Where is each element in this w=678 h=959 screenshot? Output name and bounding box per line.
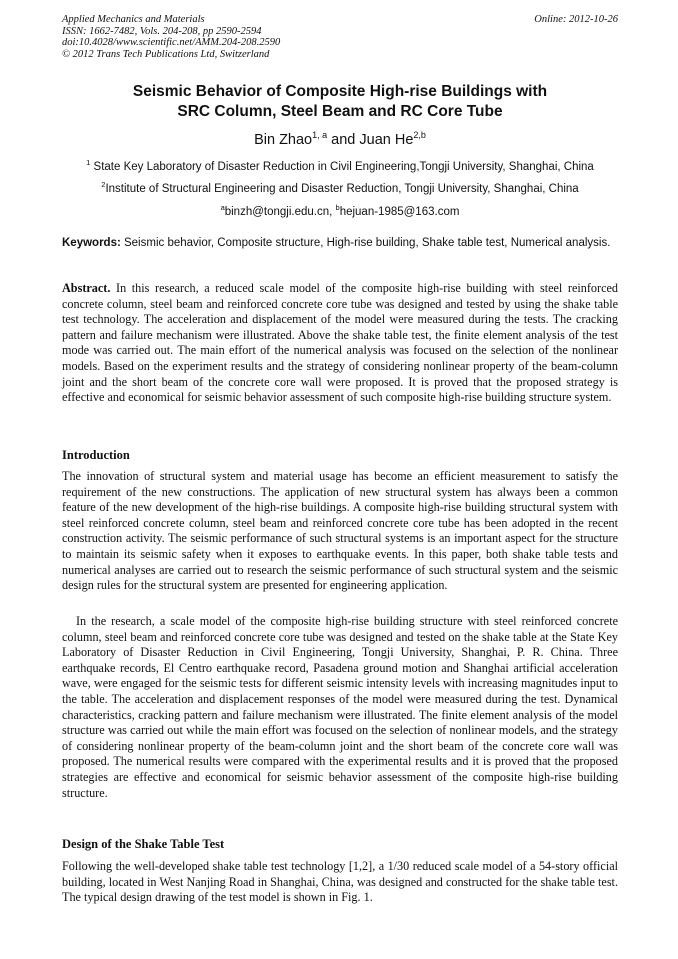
keywords-section (62, 236, 618, 251)
doi-line: doi:10.4028/www.scientific.net/AMM.204-208.2590 (62, 37, 281, 48)
title-line-1: Seismic Behavior of Composite High-rise Buildings with (132, 83, 548, 100)
design-heading: Design of the Shake Table Test (62, 837, 225, 851)
author-name: Juan He (359, 131, 414, 148)
affiliation-text: Institute of Structural Engineering and Disaster Reduction, Tongji University, Shanghai, China (105, 182, 579, 195)
abstract-text: In this research, a reduced scale model of the composite high-rise building with steel reinforced concrete column, steel beam and reinforced concrete core tube was designed and tested by using the shake table test technology. The acceleration and displacement of the model were measured during the tests. The cracking pattern and failure mechanism were illustrated. Above the shake table test, the finite element analysis of the test mode was carried out. The main effort of the numerical analysis was focused on the selection of the nonlinear models. Based on the experiment results and the strategy of considering nonlinear property of the beam-column joint and the short beam of the concrete core wall were proposed. It is proved that the proposed strategy is effective and economical for seismic behavior assessment of such composite high-rise building structure system. (62, 281, 618, 405)
email-marker: b (335, 203, 340, 212)
affiliation-marker: 2 (101, 180, 106, 189)
author-conjunction: and (327, 131, 360, 148)
abstract-label: Abstract. (62, 281, 111, 295)
paper-title (62, 82, 618, 122)
keywords-text: Seismic behavior, Composite structure, High-rise building, Shake table test, Numerical analysis. (120, 237, 611, 249)
email-link[interactable]: hejuan-1985@163.com (339, 205, 460, 218)
author-superscript: 2,b (413, 130, 426, 140)
author-name: Bin Zhao (254, 131, 313, 148)
keywords-label: Keywords: (62, 237, 121, 249)
design-paragraph-1: Following the well-developed shake table test technology [1,2], a 1/30 reduced scale model of a 54-story official building, located in West Nanjing Road in Shanghai, China, was designed and constructed for the shake table test. The typical design drawing of the test model is shown in Fig. 1. (62, 859, 618, 905)
online-date: Online: 2012-10-26 (534, 14, 618, 25)
abstract-section (62, 281, 618, 406)
author-list (62, 130, 618, 148)
email-marker: a (220, 203, 225, 212)
author-emails (62, 203, 618, 218)
issn-line: ISSN: 1662-7482, Vols. 204-208, pp 2590-2594 (62, 25, 262, 37)
publication-header (62, 14, 618, 60)
affiliation-1 (62, 158, 618, 173)
introduction-paragraph-2: In the research, a scale model of the composite high-rise building structure with steel reinforced concrete column, steel beam and reinforced concrete core tube was designed and tested on the shake table at the State Key Laboratory of Disaster Reduction in Civil Engineering, Tongji University, Shanghai, P. R. China. Three earthquake records, El Centro earthquake record, Pasadena ground motion and Shanghai artificial acceleration wave, were engaged for the seismic tests for different seismic intensity levels with increasing magnitudes input to the table. The acceleration and displacement responses of the model were measured during the test. Dynamical characteristics, cracking pattern and failure mechanism were illustrated. The finite element analysis of the model structure was carried out while the main effort was focused on the selection of nonlinear models, and the strategy of considering nonlinear property of the beam-column joint and the short beam of the concrete core wall was proposed. The numerical results were compared with the experimental results and it is proved that the proposed strategies are effective and economical for seismic behavior assessment of the composite high-rise building structure. (62, 614, 618, 800)
author-superscript: 1, a (312, 130, 328, 140)
journal-name: Applied Mechanics and Materials (62, 14, 205, 25)
introduction-heading: Introduction (62, 448, 130, 462)
introduction-paragraph-1: The innovation of structural system and material usage has become an efficient measurement to satisfy the requirement of the new constructions. The application of new structural system has always been a common feature of the new development of the high-rise buildings. A composite high-rise building structural system with steel reinforced concrete column, steel beam and reinforced concrete core tube has been adopted in the recent construction activity. The seismic performance of such structural systems is an important aspect for the structure to maintain its seismic safety when it exposes to earthquake events. In this paper, both shake table tests and numerical analyses are carried out to research the seismic performance of such structural system and the seismic design rules for the structural system are presented for engineering application. (62, 469, 618, 593)
title-line-2: SRC Column, Steel Beam and RC Core Tube (177, 103, 503, 120)
affiliation-2 (62, 180, 618, 195)
copyright-line: © 2012 Trans Tech Publications Ltd, Switzerland (62, 48, 270, 60)
affiliation-marker: 1 (86, 158, 91, 167)
affiliation-text: State Key Laboratory of Disaster Reduction in Civil Engineering,Tongji University, Shanghai, China (90, 160, 594, 173)
email-link[interactable]: binzh@tongji.edu.cn, (224, 205, 336, 218)
